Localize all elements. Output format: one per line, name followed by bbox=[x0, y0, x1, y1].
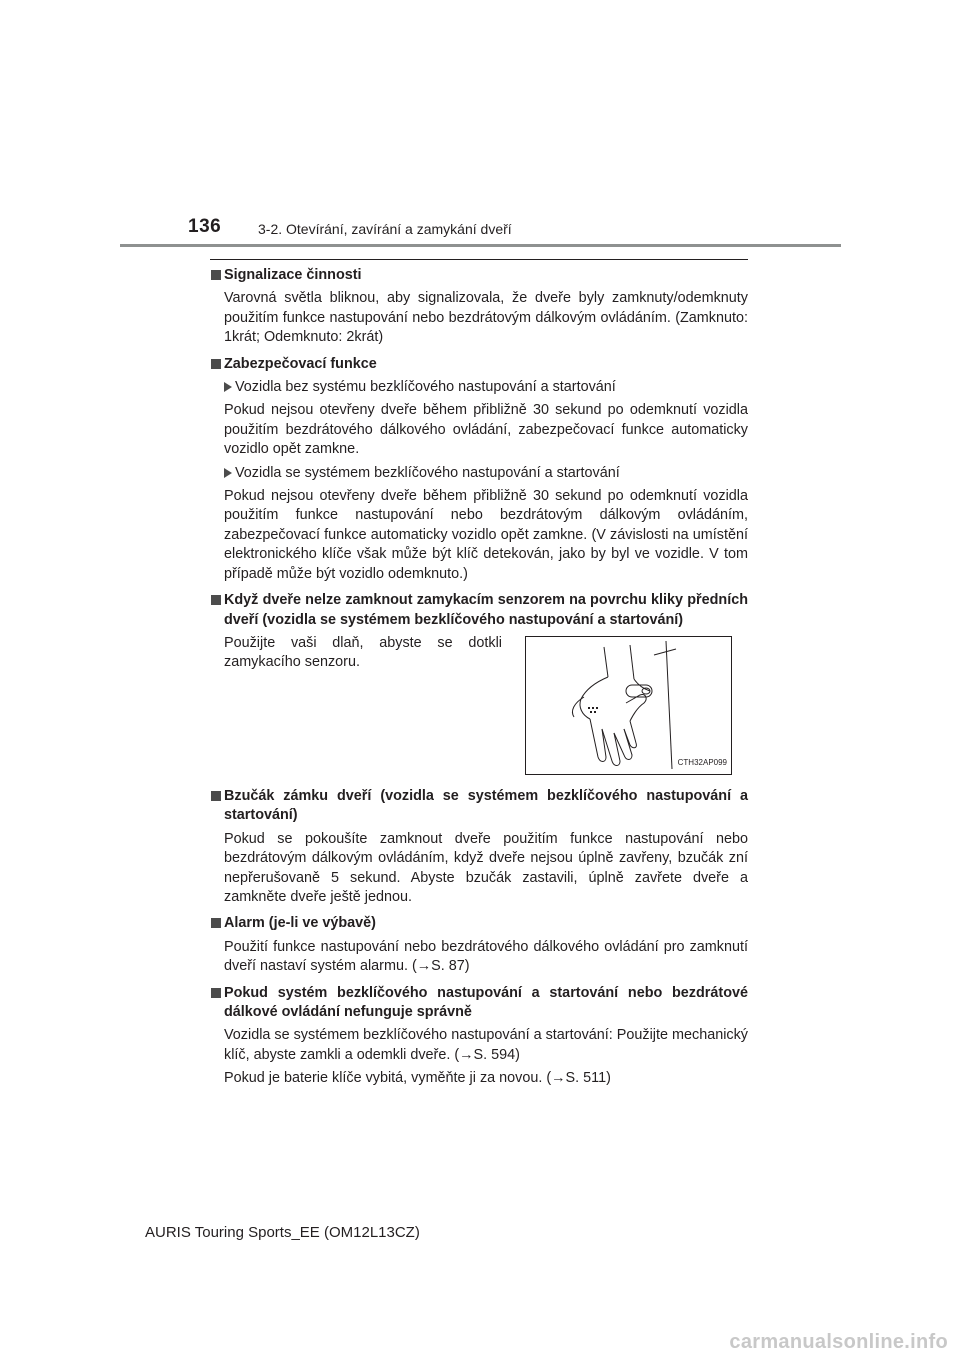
block-zabezpecovaci bbox=[210, 355, 748, 584]
paragraph: Pokud nejsou otevřeny dveře během přibližně 30 sekund po odemknutí vozidla použitím funkce nastupování nebo bezdrátovým dálkovým ovládáním, zabezpečovací funkce automaticky vozidlo opět zamkne. (V závislosti na umístění elektronického klíče však může být klíč detekován, jako by byl ve vozidle. V tom případě může být vozidlo odemknuto.) bbox=[224, 488, 748, 582]
block-signalizace bbox=[210, 266, 748, 348]
heading-senzor: Když dveře nelze zamknout zamykacím senzorem na povrchu kliky předních dveří (vozidla se systémem bezklíčového nastupování a startování) bbox=[210, 591, 748, 630]
paragraph: Pokud se pokoušíte zamknout dveře použitím funkce nastupování nebo bezdrátovým dálkovým ovládáním, když dveře nejsou úplně zavřeny, bzučák zní nepřerušovaně 5 sekund. Abyste bzučák zastavili, úplně zavřete dveře a zamkněte dveře ještě jednou. bbox=[224, 830, 748, 905]
block-alarm bbox=[210, 914, 748, 976]
block-bzucak bbox=[210, 787, 748, 907]
sub-heading: Vozidla bez systému bezklíčového nastupování a startování bbox=[210, 378, 748, 397]
watermark: carmanualsonline.info bbox=[729, 1331, 948, 1353]
section-title: 3-2. Otevírání, zavírání a zamykání dveří bbox=[258, 221, 512, 237]
page-content bbox=[210, 266, 748, 1096]
heading-zabezpecovaci: Zabezpečovací funkce bbox=[210, 355, 748, 374]
square-bullet-icon bbox=[211, 270, 221, 280]
heading-nefunguje: Pokud systém bezklíčového nastupování a startování nebo bezdrátové dálkové ovládání nefunguje správně bbox=[210, 984, 748, 1023]
heading-signalizace: Signalizace činnosti bbox=[210, 266, 748, 285]
block-nefunguje bbox=[210, 984, 748, 1089]
paragraph: Varovná světla bliknou, aby signalizovala, že dveře byly zamknuty/odemknuty použitím funkce nastupování nebo bezdrátovým dálkovým ovládáním. (Zamknuto: 1krát; Odemknuto: 2krát) bbox=[224, 290, 748, 346]
content-rule bbox=[210, 259, 748, 260]
figure-caption: Použijte vaši dlaň, abyste se dotkli zamykacího senzoru. bbox=[224, 634, 502, 671]
heading-bzucak: Bzučák zámku dveří (vozidla se systémem bezklíčového nastupování a startování) bbox=[210, 787, 748, 826]
square-bullet-icon bbox=[211, 988, 221, 998]
square-bullet-icon bbox=[211, 359, 221, 369]
paragraph: Použití funkce nastupování nebo bezdrátového dálkového ovládání pro zamknutí dveří nastaví systém alarmu. (→S. 87) bbox=[224, 938, 748, 975]
triangle-bullet-icon bbox=[224, 468, 232, 478]
hand-sensor-illustration bbox=[525, 636, 732, 775]
square-bullet-icon bbox=[211, 791, 221, 801]
sub-heading: Vozidla se systémem bezklíčového nastupování a startování bbox=[210, 464, 748, 483]
square-bullet-icon bbox=[211, 918, 221, 928]
figure-row bbox=[210, 634, 748, 780]
figure-code: CTH32AP099 bbox=[677, 757, 727, 767]
square-bullet-icon bbox=[211, 595, 221, 605]
header-rule bbox=[120, 244, 841, 247]
block-senzor bbox=[210, 591, 748, 780]
triangle-bullet-icon bbox=[224, 382, 232, 392]
heading-alarm: Alarm (je-li ve výbavě) bbox=[210, 914, 748, 933]
paragraph: Pokud nejsou otevřeny dveře během přibližně 30 sekund po odemknutí vozidla použitím bezdrátového dálkového ovládání, zabezpečovací funkce automaticky vozidlo opět zamkne. bbox=[224, 402, 748, 458]
page-number: 136 bbox=[188, 216, 222, 237]
footer-model: AURIS Touring Sports_EE (OM12L13CZ) bbox=[145, 1224, 420, 1241]
paragraph: Vozidla se systémem bezklíčového nastupování a startování: Použijte mechanický klíč, abyste zamkli a odemkli dveře. (→S. 594) bbox=[224, 1027, 748, 1063]
paragraph: Pokud je baterie klíče vybitá, vyměňte ji za novou. (→S. 511) bbox=[224, 1070, 611, 1087]
